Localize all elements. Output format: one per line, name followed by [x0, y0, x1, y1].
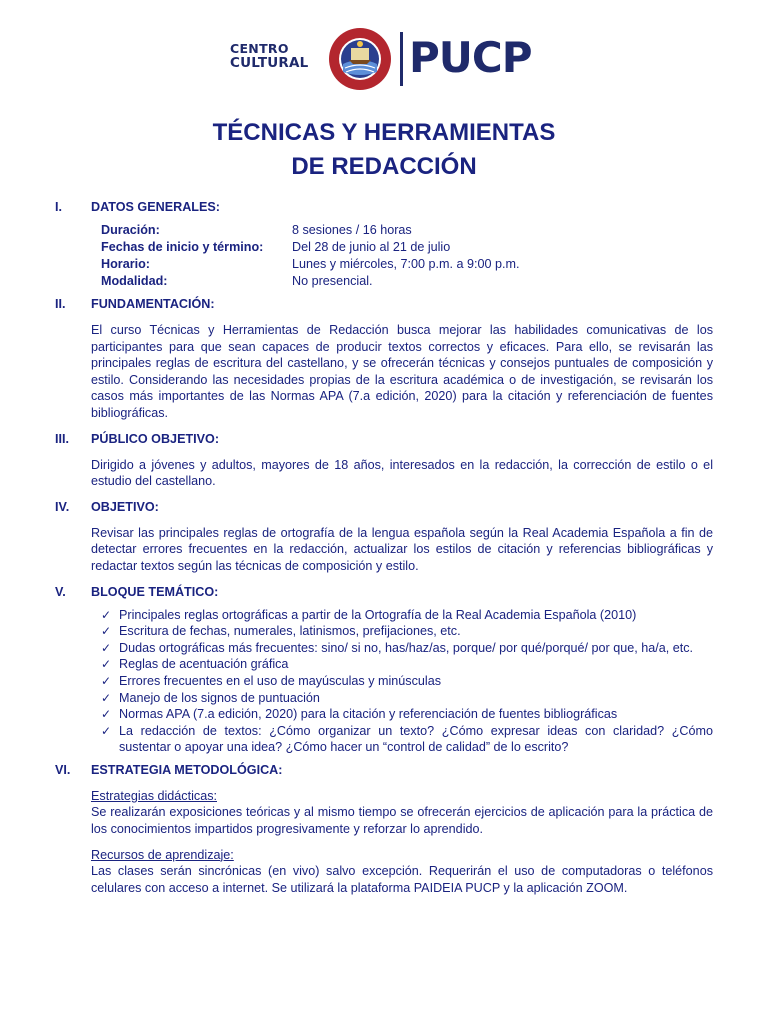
section-heading-objetivo: [0, 499, 768, 516]
section-label: PÚBLICO OBJETIVO:: [91, 431, 220, 446]
checkmark-icon: ✓: [101, 723, 112, 738]
row-value: Del 28 de junio al 21 de julio: [292, 240, 451, 254]
checkmark-icon: ✓: [101, 707, 112, 722]
section-heading-estrategia-metodologica: [0, 762, 768, 779]
row-key: Fechas de inicio y término:: [101, 240, 264, 254]
general-row-duracion: [0, 222, 768, 239]
title-line-1: TÉCNICAS Y HERRAMIENTAS: [212, 119, 556, 146]
centro-cultural-wordmark: [230, 42, 308, 70]
estrategias-didacticas-text: Se realizarán exposiciones teóricas y al mismo tiempo se ofrecerán ejercicios de aplicación para la práctica de los conocimientos impartidos progresivamente y reforzar lo aprendido.: [91, 805, 713, 837]
section-heading-datos-generales: [0, 199, 768, 216]
section-number: V.: [55, 584, 66, 599]
section-label: BLOQUE TEMÁTICO:: [91, 584, 219, 599]
section-number: III.: [55, 431, 69, 446]
section-heading-bloque-tematico: [0, 584, 768, 601]
section-number: II.: [55, 297, 66, 311]
checkmark-icon: ✓: [101, 607, 112, 622]
pucp-wordmark: PUCP: [409, 33, 532, 82]
row-value: No presencial.: [292, 274, 373, 288]
section-label: FUNDAMENTACIÓN:: [91, 297, 215, 311]
title-line-2: DE REDACCIÓN: [291, 153, 477, 180]
section-number: VI.: [55, 762, 71, 777]
publico-objetivo-paragraph: Dirigido a jóvenes y adultos, mayores de 18 años, interesados en la redacción, la corrección de estilo o el estudio del castellano.: [91, 457, 713, 489]
list-item: [101, 623, 713, 640]
checkmark-icon: ✓: [101, 624, 112, 639]
topic-text: Errores frecuentes en el uso de mayúsculas y minúsculas: [119, 673, 441, 688]
topic-text: Principales reglas ortográficas a partir de la Ortografía de la Real Academia Española (2010): [119, 607, 637, 622]
header-logo: [0, 24, 768, 94]
row-key: Duración:: [101, 223, 160, 237]
row-key: Horario:: [101, 257, 150, 271]
document-body: [0, 199, 768, 896]
checkmark-icon: ✓: [101, 640, 112, 655]
checkmark-icon: ✓: [101, 673, 112, 688]
row-value: Lunes y miércoles, 7:00 p.m. a 9:00 p.m.: [292, 257, 520, 271]
topic-text: Reglas de acentuación gráfica: [119, 657, 289, 672]
general-row-fechas: [0, 239, 768, 256]
list-item: [101, 673, 713, 690]
subheading-estrategias-didacticas: Estrategias didácticas:: [91, 788, 217, 803]
checkmark-icon: ✓: [101, 690, 112, 705]
topic-list: [101, 607, 713, 756]
topic-text: La redacción de textos: ¿Cómo organizar un texto? ¿Cómo expresar ideas con claridad? ¿Cómo sustentar o apoyar una idea? ¿Cómo hacer un “control de calidad” de lo escrito?: [119, 723, 713, 755]
general-row-horario: [0, 256, 768, 273]
row-key: Modalidad:: [101, 274, 168, 288]
logo-line-centro: CENTRO: [230, 41, 289, 56]
list-item: [101, 640, 713, 657]
recursos-aprendizaje-block: [91, 847, 713, 897]
section-number: IV.: [55, 499, 70, 514]
subheading-recursos-aprendizaje: Recursos de aprendizaje:: [91, 847, 234, 862]
logo-line-cultural: CULTURAL: [230, 55, 309, 71]
section-heading-fundamentacion: [0, 296, 768, 313]
topic-text: Dudas ortográficas más frecuentes: sino/ si no, has/haz/as, porque/ por qué/porqué/ por que, ha/a, etc.: [119, 640, 694, 655]
section-label: ESTRATEGIA METODOLÓGICA:: [91, 762, 283, 777]
section-label: DATOS GENERALES:: [91, 200, 220, 214]
general-data-table: [0, 222, 768, 290]
objetivo-paragraph: Revisar las principales reglas de ortografía de la lengua española según la Real Academia Española a fin de detectar errores frecuentes en la redacción, actualizar los estilos de citación y referencias bibliográficas y redactar textos según las técnicas de composición y estilo.: [91, 525, 713, 573]
topic-text: Escritura de fechas, numerales, latinismos, prefijaciones, etc.: [119, 624, 461, 639]
estrategias-didacticas-block: [91, 788, 713, 838]
fundamentacion-paragraph: El curso Técnicas y Herramientas de Redacción busca mejorar las habilidades comunicativas de los participantes para que sean capaces de producir textos correctos y eficaces. Para ello, se revisarán las principales reglas de escritura del castellano, y se ofrecerán técnicas y consejos puntuales de composición y estilo. Considerando las necesidades propias de la escritura académica o de investigación, se revisarán los casos más importantes de las Normas APA (7.a edición, 2020) para la citación y referenciación de fuentes bibliográficas.: [91, 323, 713, 420]
row-value: 8 sesiones / 16 horas: [292, 223, 412, 237]
checkmark-icon: ✓: [101, 657, 112, 672]
general-row-modalidad: [0, 273, 768, 290]
list-item: [101, 723, 713, 756]
topic-text: Manejo de los signos de puntuación: [119, 690, 320, 705]
topic-text: Normas APA (7.a edición, 2020) para la citación y referenciación de fuentes bibliográficas: [119, 707, 618, 722]
document-title: [0, 116, 768, 184]
list-item: [101, 706, 713, 723]
list-item: [101, 656, 713, 673]
section-number: I.: [55, 200, 62, 214]
section-label: OBJETIVO:: [91, 499, 159, 514]
university-seal-logo: [327, 26, 393, 92]
recursos-aprendizaje-text: Las clases serán sincrónicas (en vivo) salvo excepción. Requerirán el uso de computadoras o teléfonos celulares con acceso a internet. Se utilizará la plataforma PAIDEIA PUCP y la aplicación ZOOM.: [91, 864, 713, 895]
list-item: [101, 690, 713, 707]
logo-divider: [400, 32, 403, 86]
list-item: [101, 607, 713, 624]
section-heading-publico-objetivo: [0, 431, 768, 448]
